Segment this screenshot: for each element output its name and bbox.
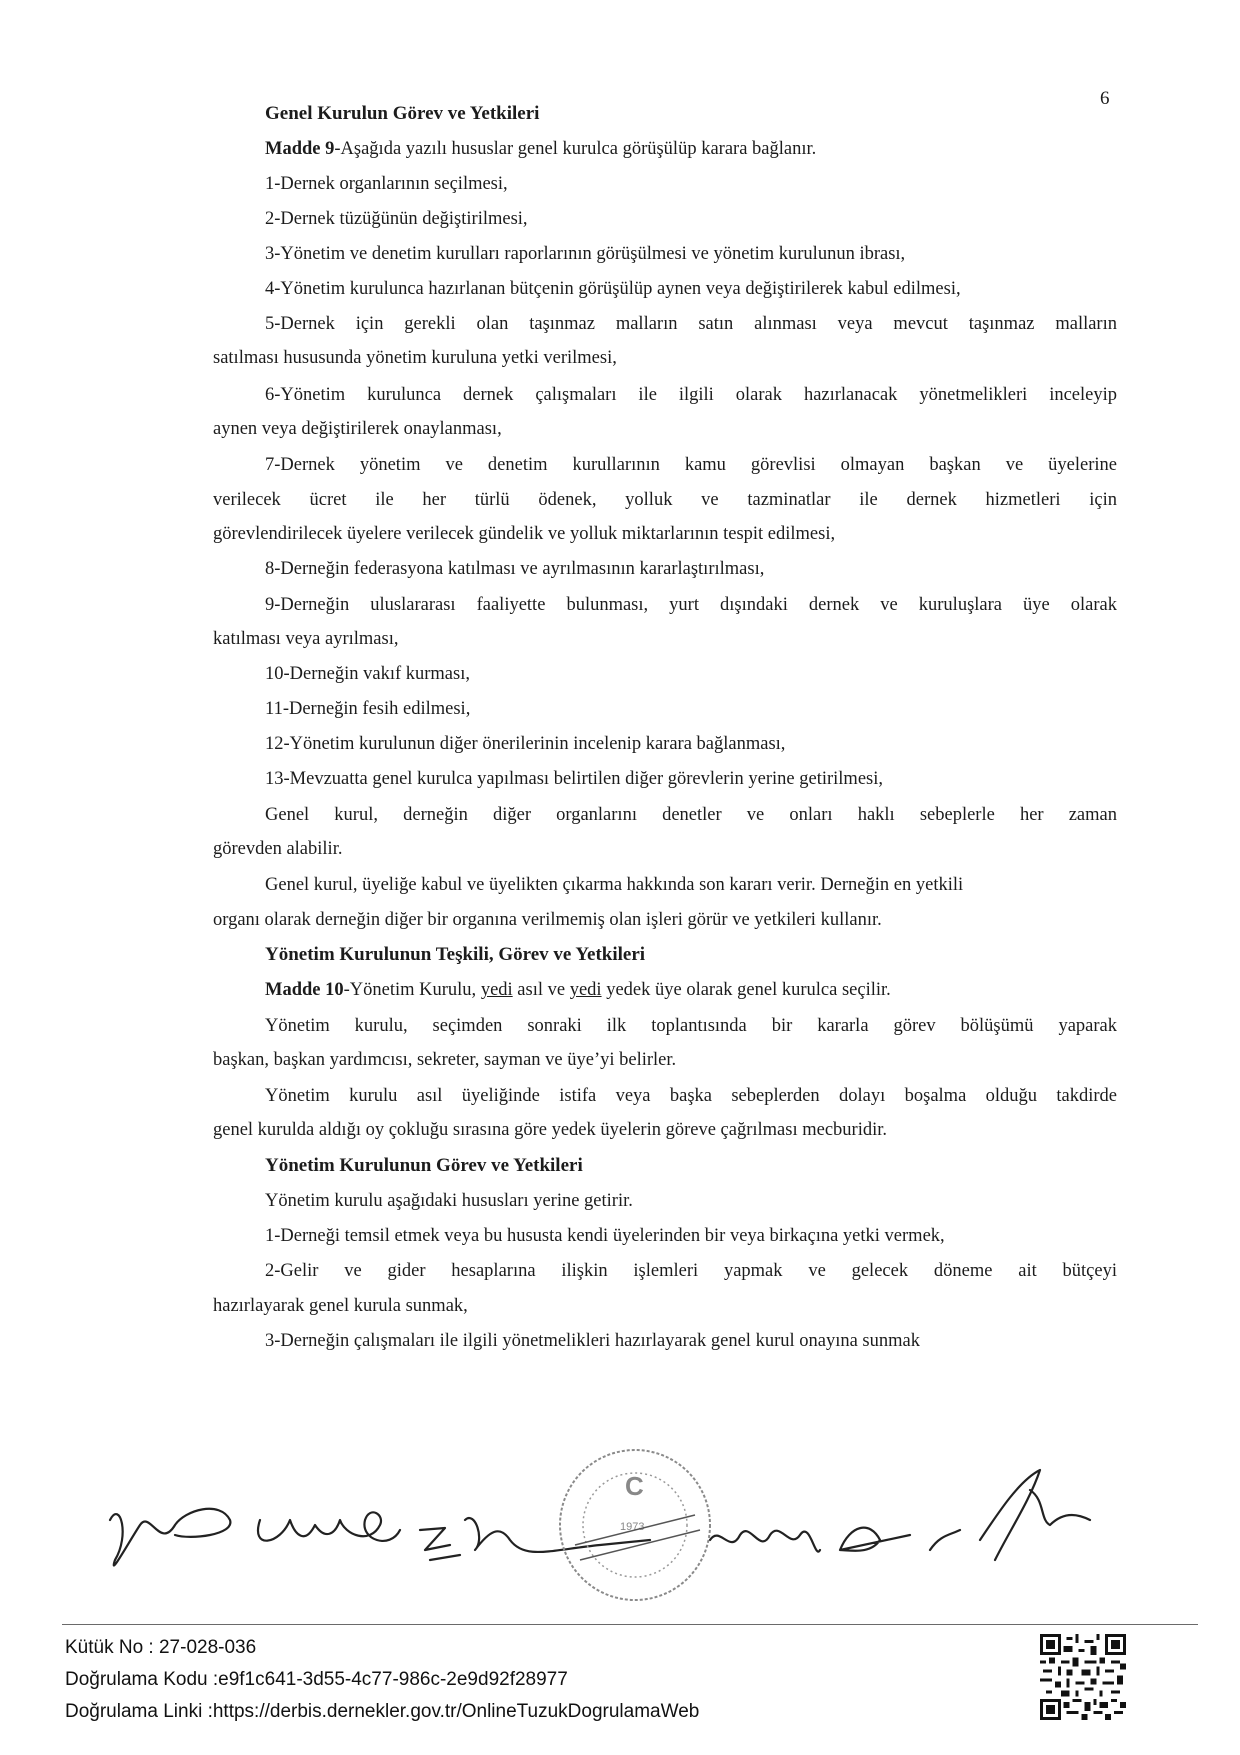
paragraph: Genel kurul, üyeliğe kabul ve üyelikten çıkarma hakkında son kararı verir. Derneğin en yetkili — [265, 875, 964, 895]
list-item: 9-Derneğin uluslararası faaliyette bulunması, yurt dışındaki dernek ve kuruluşlara üye olarak — [265, 595, 1117, 615]
official-stamp — [560, 1450, 710, 1600]
signature-2 — [258, 1512, 400, 1541]
signature-4 — [710, 1528, 910, 1552]
list-item: 4-Yönetim kurulunca hazırlanan bütçenin görüşülüp aynen veya değiştirilerek kabul edilmesi, — [265, 279, 961, 299]
list-item: 2-Dernek tüzüğünün değiştirilmesi, — [265, 209, 528, 229]
section-heading-general-assembly: Genel Kurulun Görev ve Yetkileri — [265, 103, 540, 124]
stamp-letter: C — [625, 1471, 644, 1501]
registry-number: Kütük No : 27-028-036 — [65, 1637, 257, 1658]
list-item-continued: aynen veya değiştirilerek onaylanması, — [213, 419, 502, 439]
list-item-continued: katılması veya ayrılması, — [213, 629, 399, 649]
article-10-text: yedek üye olarak genel kurulca seçilir. — [601, 980, 891, 1000]
verification-footer — [65, 1632, 699, 1728]
paragraph-continued: başkan, başkan yardımcısı, sekreter, sayman ve üye’yi belirler. — [213, 1050, 677, 1070]
verification-code: Doğrulama Kodu :e9f1c641-3d55-4c77-986c-2e9d92f28977 — [65, 1669, 568, 1690]
list-item: 12-Yönetim kurulunun diğer önerilerinin incelenip karara bağlanması, — [265, 734, 786, 754]
page-number: 6 — [1100, 88, 1110, 109]
list-item: 2-Gelir ve gider hesaplarına ilişkin işlemleri yapmak ve gelecek döneme ait bütçeyi — [265, 1261, 1117, 1281]
qr-code-icon — [1040, 1634, 1126, 1720]
footer-divider — [62, 1624, 1198, 1625]
list-item: 6-Yönetim kurulunca dernek çalışmaları ile ilgili olarak hazırlanacak yönetmelikleri inceleyip — [265, 385, 1117, 405]
list-item: 3-Yönetim ve denetim kurulları raporlarının görüşülmesi ve yönetim kurulunun ibrası, — [265, 244, 906, 264]
article-10-text: asıl ve — [512, 980, 570, 1000]
list-item: 3-Derneğin çalışmaları ile ilgili yönetmelikleri hazırlayarak genel kurul onayına sunmak — [265, 1331, 920, 1351]
list-item: 1-Derneği temsil etmek veya bu hususta kendi üyelerinden bir veya birkaçına yetki vermek, — [265, 1226, 945, 1246]
paragraph-continued: organı olarak derneğin diğer bir organına verilmemiş olan işleri görür ve yetkileri kullanır. — [213, 910, 882, 930]
paragraph-continued: görevden alabilir. — [213, 839, 343, 859]
article-10-intro — [265, 978, 1117, 1002]
paragraph: Yönetim kurulu asıl üyeliğinde istifa veya başka sebeplerden dolayı boşalma olduğu takdirde — [265, 1086, 1117, 1106]
verification-link[interactable]: Doğrulama Linki :https://derbis.dernekler.gov.tr/OnlineTuzukDogrulamaWeb — [65, 1701, 700, 1722]
article-9-text: -Aşağıda yazılı hususlar genel kurulca görüşülüp karara bağlanır. — [334, 139, 817, 159]
signature-3 — [420, 1518, 650, 1560]
section-heading-board-duties: Yönetim Kurulunun Görev ve Yetkileri — [265, 1155, 583, 1176]
list-item: 13-Mevzuatta genel kurulca yapılması belirtilen diğer görevlerin yerine getirilmesi, — [265, 769, 883, 789]
article-10-label: Madde 10 — [265, 980, 344, 1000]
underlined-count: yedi — [480, 980, 513, 1000]
signature-5 — [930, 1470, 1090, 1560]
list-item: 1-Dernek organlarının seçilmesi, — [265, 174, 508, 194]
list-item: 11-Derneğin fesih edilmesi, — [265, 699, 471, 719]
paragraph: Genel kurul, derneğin diğer organlarını denetler ve onları haklı sebeplerle her zaman — [265, 805, 1117, 825]
list-item: 8-Derneğin federasyona katılması ve ayrılmasının kararlaştırılması, — [265, 559, 765, 579]
list-item: 5-Dernek için gerekli olan taşınmaz malların satın alınması veya mevcut taşınmaz malların — [265, 314, 1117, 334]
list-item: 10-Derneğin vakıf kurması, — [265, 664, 470, 684]
section-heading-board-formation: Yönetim Kurulunun Teşkili, Görev ve Yetkileri — [265, 944, 646, 965]
paragraph: Yönetim kurulu, seçimden sonraki ilk toplantısında bir kararla görev bölüşümü yaparak — [265, 1016, 1117, 1036]
list-item: 7-Dernek yönetim ve denetim kurullarının kamu görevlisi olmayan başkan ve üyelerine — [265, 455, 1117, 475]
signature-1 — [110, 1509, 230, 1566]
paragraph-continued: genel kurulda aldığı oy çokluğu sırasına göre yedek üyelerin göreve çağrılması mecburidir. — [213, 1120, 888, 1140]
signatures-and-stamp — [80, 1440, 1180, 1620]
list-item-continued: verilecek ücret ile her türlü ödenek, yolluk ve tazminatlar ile dernek hizmetleri için — [213, 490, 1117, 510]
list-item-continued: satılması hususunda yönetim kuruluna yetki verilmesi, — [213, 348, 617, 368]
paragraph: Yönetim kurulu aşağıdaki hususları yerine getirir. — [265, 1191, 633, 1211]
underlined-count: yedi — [569, 980, 602, 1000]
list-item-continued: hazırlayarak genel kurula sunmak, — [213, 1296, 468, 1316]
article-10-text: -Yönetim Kurulu, — [343, 980, 481, 1000]
list-item-continued: görevlendirilecek üyelere verilecek gündelik ve yolluk miktarlarının tespit edilmesi, — [213, 524, 836, 544]
article-9-intro — [265, 137, 1117, 161]
stamp-year: 1973 — [620, 1521, 645, 1533]
article-9-label: Madde 9 — [265, 139, 335, 159]
